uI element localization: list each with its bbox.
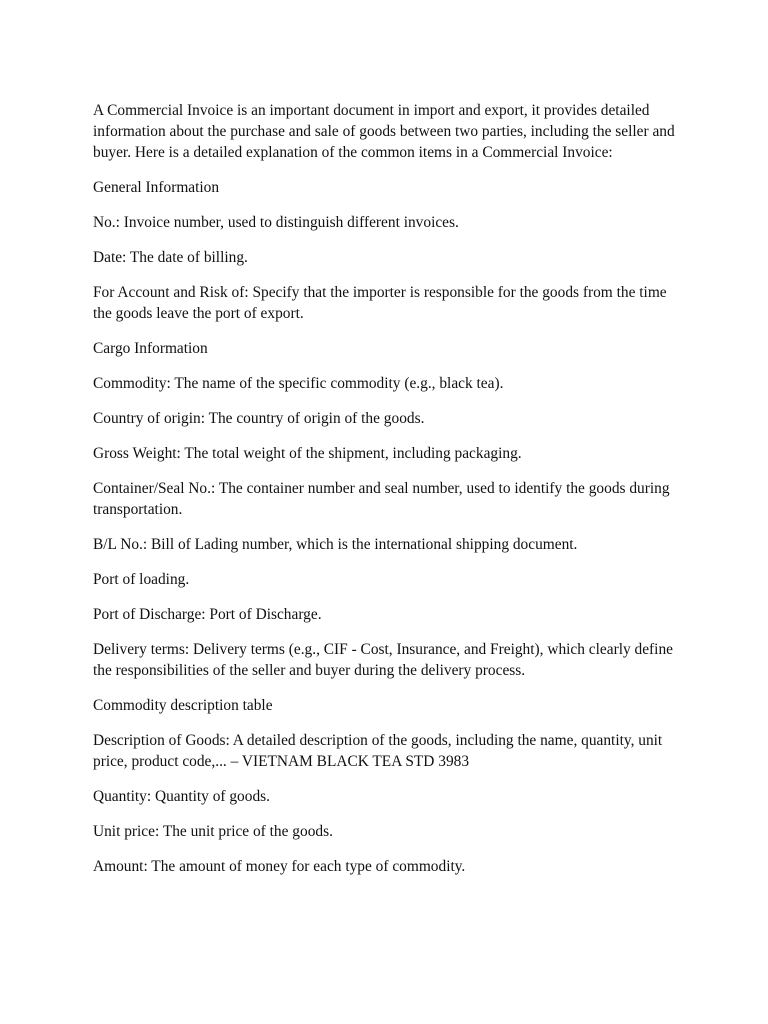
item-invoice-number: No.: Invoice number, used to distinguish different invoices. [93,214,459,231]
item-quantity: Quantity: Quantity of goods. [93,788,270,805]
item-port-of-discharge: Port of Discharge: Port of Discharge. [93,606,322,623]
item-bl-number: B/L No.: Bill of Lading number, which is the international shipping document. [93,536,578,553]
item-account-and-risk: For Account and Risk of: Specify that the importer is responsible for the goods from the time the goods leave the port of export. [93,284,667,322]
item-commodity: Commodity: The name of the specific commodity (e.g., black tea). [93,375,504,392]
item-port-of-loading: Port of loading. [93,571,190,588]
section-heading-general-information: General Information [93,179,220,196]
item-country-of-origin: Country of origin: The country of origin of the goods. [93,410,425,427]
document-page [93,100,683,891]
item-amount: Amount: The amount of money for each type of commodity. [93,858,466,875]
item-delivery-terms: Delivery terms: Delivery terms (e.g., CIF - Cost, Insurance, and Freight), which clearly define the responsibilities of the seller and buyer during the delivery process. [93,641,673,679]
section-heading-commodity-description: Commodity description table [93,697,273,714]
item-description-of-goods: Description of Goods: A detailed description of the goods, including the name, quantity, unit price, product code,... – VIETNAM BLACK TEA STD 3983 [93,732,663,770]
item-container-seal: Container/Seal No.: The container number and seal number, used to identify the goods during transportation. [93,480,670,518]
item-unit-price: Unit price: The unit price of the goods. [93,823,333,840]
item-date: Date: The date of billing. [93,249,248,266]
section-heading-cargo-information: Cargo Information [93,340,208,357]
intro-paragraph: A Commercial Invoice is an important document in import and export, it provides detailed information about the purchase and sale of goods between two parties, including the seller and buyer. Here is a detailed explanation of the common items in a Commercial Invoice: [93,102,675,161]
item-gross-weight: Gross Weight: The total weight of the shipment, including packaging. [93,445,522,462]
